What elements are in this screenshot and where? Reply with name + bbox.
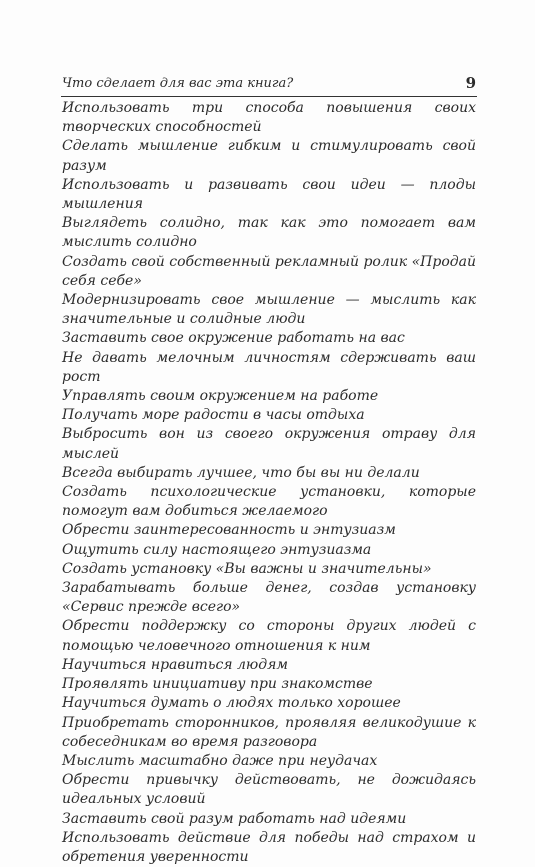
list-item: Получать море радости в часы отдыха (62, 407, 365, 424)
list-item: Приобретать сторонников, проявляя великодушие к собеседникам во время разговора (62, 714, 476, 750)
list-item: Зарабатывать больше денег, создав установку «Сервис прежде всего» (62, 580, 476, 616)
list-item: Выбросить вон из своего окружения отраву для мыслей (62, 426, 476, 462)
list-item: Создать свой собственный рекламный ролик «Продай себя себе» (62, 253, 477, 289)
list-item: Использовать три способа повышения своих творческих способностей (62, 100, 476, 136)
list-item: Научиться думать о людях только хорошее (62, 695, 401, 712)
list-item: Не давать мелочным личностям сдерживать ваш рост (62, 349, 476, 385)
list-item: Использовать действие для победы над страхом и обретения уверенности (62, 829, 476, 865)
list-item: Обрести поддержку со стороны других людей с помощью человечного отношения к ним (62, 618, 476, 654)
list-item: Использовать и развивать свои идеи — плоды мышления (62, 176, 476, 213)
header-rule (61, 96, 477, 97)
list-item: Обрести привычку действовать, не дожидаясь идеальных условий (62, 772, 476, 808)
list-item: Обрести заинтересованность и энтузиазм (62, 522, 396, 539)
list-item: Создать установку «Вы важны и значительны» (62, 560, 432, 577)
list-item: Ощутить силу настоящего энтузиазма (62, 541, 372, 558)
list-item: Создать психологические установки, которые помогут вам добиться желаемого (62, 484, 476, 520)
page-number: 9 (465, 74, 476, 92)
list-item: Модернизировать свое мышление — мыслить как значительные и солидные люди (62, 292, 476, 328)
running-header (62, 74, 476, 94)
list-item: Всегда выбирать лучшее, что бы вы ни делали (62, 464, 420, 481)
list-item: Сделать мышление гибким и стимулировать свой разум (62, 138, 476, 174)
benefits-list (62, 99, 476, 867)
list-item: Заставить свое окружение работать на вас (62, 330, 405, 347)
list-item: Проявлять инициативу при знакомстве (62, 676, 373, 693)
list-item: Заставить свой разум работать над идеями (62, 810, 407, 827)
list-item: Управлять своим окружением на работе (62, 388, 379, 405)
list-item: Научиться нравиться людям (62, 656, 289, 673)
list-item: Выглядеть солидно, так как это помогает вам мыслить солидно (62, 215, 476, 251)
running-header-title: Что сделает для вас эта книга? (62, 76, 294, 91)
list-item: Мыслить масштабно даже при неудачах (62, 752, 378, 769)
